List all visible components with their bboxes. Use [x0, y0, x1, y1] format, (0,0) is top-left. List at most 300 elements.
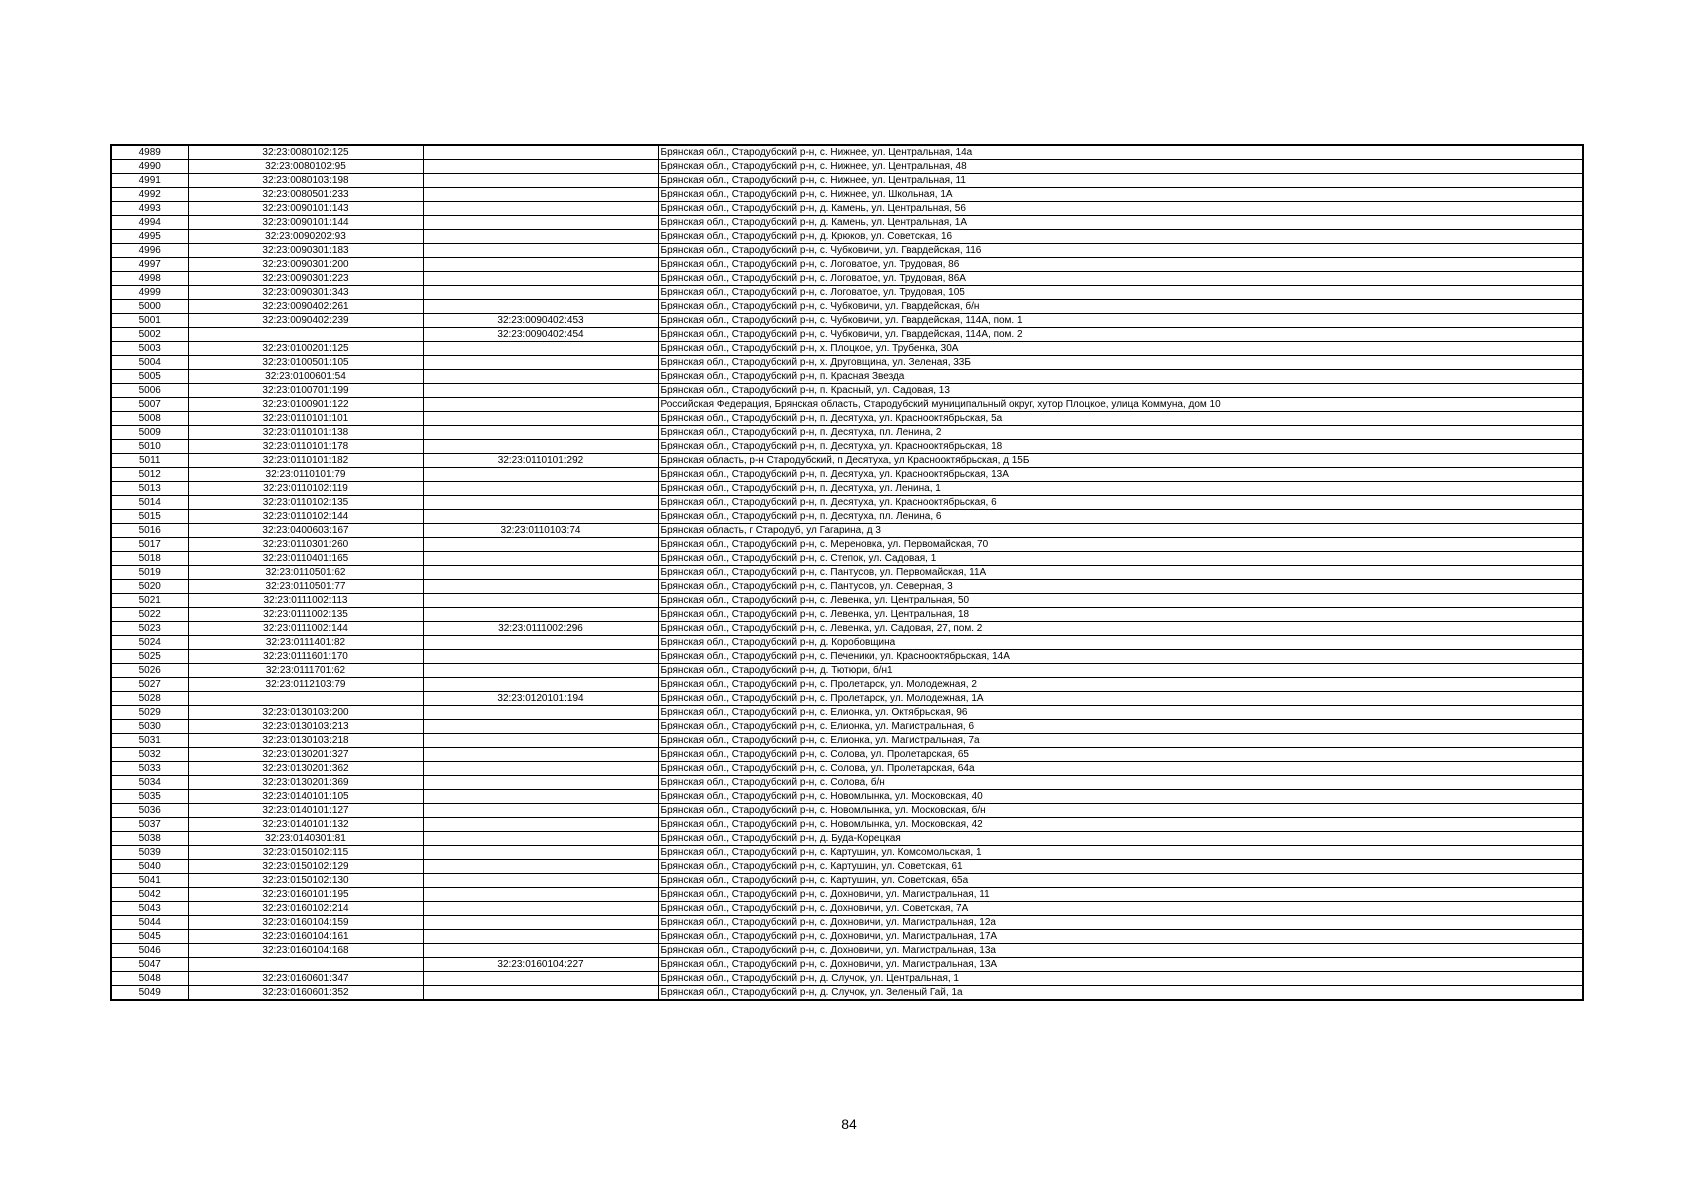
linked-cadastral-number-cell: 32:23:0090402:454 [423, 328, 658, 342]
table-row [111, 328, 1583, 342]
linked-cadastral-number-cell [423, 902, 658, 916]
row-number-cell: 5032 [111, 748, 188, 762]
row-number-cell: 5039 [111, 846, 188, 860]
row-number-cell: 4990 [111, 160, 188, 174]
address-cell: Брянская обл., Стародубский р-н, с. Новомлынка, ул. Московская, 40 [658, 790, 1583, 804]
linked-cadastral-number-cell [423, 566, 658, 580]
address-cell: Брянская обл., Стародубский р-н, с. Печеники, ул. Краснооктябрьская, 14А [658, 650, 1583, 664]
linked-cadastral-number-cell [423, 846, 658, 860]
table-row [111, 580, 1583, 594]
cadastral-number-cell: 32:23:0160104:159 [188, 916, 423, 930]
table-row [111, 342, 1583, 356]
table-row [111, 272, 1583, 286]
linked-cadastral-number-cell [423, 412, 658, 426]
address-cell: Брянская обл., Стародубский р-н, д. Крюков, ул. Советская, 16 [658, 230, 1583, 244]
row-number-cell: 5031 [111, 734, 188, 748]
row-number-cell: 5033 [111, 762, 188, 776]
table-row [111, 160, 1583, 174]
row-number-cell: 5005 [111, 370, 188, 384]
table-row [111, 202, 1583, 216]
table-row [111, 762, 1583, 776]
row-number-cell: 5010 [111, 440, 188, 454]
table-row [111, 468, 1583, 482]
cadastral-number-cell: 32:23:0110101:101 [188, 412, 423, 426]
row-number-cell: 5008 [111, 412, 188, 426]
cadastral-number-cell: 32:23:0160104:161 [188, 930, 423, 944]
linked-cadastral-number-cell [423, 510, 658, 524]
cadastral-number-cell: 32:23:0130201:369 [188, 776, 423, 790]
cadastral-number-cell: 32:23:0110102:144 [188, 510, 423, 524]
row-number-cell: 5042 [111, 888, 188, 902]
address-cell: Брянская обл., Стародубский р-н, х. Друговщина, ул. Зеленая, 33Б [658, 356, 1583, 370]
row-number-cell: 5014 [111, 496, 188, 510]
row-number-cell: 4995 [111, 230, 188, 244]
table-row [111, 622, 1583, 636]
address-cell: Брянская обл., Стародубский р-н, с. Левенка, ул. Центральная, 18 [658, 608, 1583, 622]
row-number-cell: 5007 [111, 398, 188, 412]
row-number-cell: 5011 [111, 454, 188, 468]
row-number-cell: 5000 [111, 300, 188, 314]
row-number-cell: 5040 [111, 860, 188, 874]
table-row [111, 692, 1583, 706]
table-row [111, 888, 1583, 902]
linked-cadastral-number-cell [423, 678, 658, 692]
address-cell: Брянская обл., Стародубский р-н, с. Нижнее, ул. Центральная, 48 [658, 160, 1583, 174]
address-cell: Брянская обл., Стародубский р-н, п. Десятуха, ул. Краснооктябрьская, 18 [658, 440, 1583, 454]
address-cell: Брянская обл., Стародубский р-н, с. Чубковичи, ул. Гвардейская, 114А, пом. 1 [658, 314, 1583, 328]
cadastral-number-cell: 32:23:0100901:122 [188, 398, 423, 412]
linked-cadastral-number-cell [423, 468, 658, 482]
row-number-cell: 5018 [111, 552, 188, 566]
table-row [111, 314, 1583, 328]
linked-cadastral-number-cell [423, 888, 658, 902]
row-number-cell: 5046 [111, 944, 188, 958]
address-cell: Брянская обл., Стародубский р-н, с. Мереновка, ул. Первомайская, 70 [658, 538, 1583, 552]
linked-cadastral-number-cell [423, 874, 658, 888]
row-number-cell: 5004 [111, 356, 188, 370]
table-row [111, 398, 1583, 412]
address-cell: Брянская обл., Стародубский р-н, п. Десятуха, пл. Ленина, 2 [658, 426, 1583, 440]
cadastral-number-cell: 32:23:0160101:195 [188, 888, 423, 902]
row-number-cell: 5003 [111, 342, 188, 356]
table-row [111, 776, 1583, 790]
table-row [111, 650, 1583, 664]
cadastral-number-cell: 32:23:0112103:79 [188, 678, 423, 692]
linked-cadastral-number-cell: 32:23:0120101:194 [423, 692, 658, 706]
cadastral-number-cell: 32:23:0111002:113 [188, 594, 423, 608]
cadastral-number-cell: 32:23:0090301:223 [188, 272, 423, 286]
row-number-cell: 5047 [111, 958, 188, 972]
row-number-cell: 4997 [111, 258, 188, 272]
row-number-cell: 5030 [111, 720, 188, 734]
row-number-cell: 4998 [111, 272, 188, 286]
objects-table [110, 144, 1584, 1001]
cadastral-number-cell: 32:23:0160601:352 [188, 986, 423, 1001]
cadastral-number-cell: 32:23:0111601:170 [188, 650, 423, 664]
cadastral-number-cell: 32:23:0130201:327 [188, 748, 423, 762]
row-number-cell: 5034 [111, 776, 188, 790]
address-cell: Брянская обл., Стародубский р-н, с. Логоватое, ул. Трудовая, 105 [658, 286, 1583, 300]
table-row [111, 482, 1583, 496]
row-number-cell: 5022 [111, 608, 188, 622]
linked-cadastral-number-cell: 32:23:0111002:296 [423, 622, 658, 636]
table-row [111, 860, 1583, 874]
table-row [111, 706, 1583, 720]
row-number-cell: 5015 [111, 510, 188, 524]
linked-cadastral-number-cell [423, 706, 658, 720]
address-cell: Брянская обл., Стародубский р-н, с. Чубковичи, ул. Гвардейская, 116 [658, 244, 1583, 258]
cadastral-number-cell: 32:23:0090301:183 [188, 244, 423, 258]
cadastral-number-cell: 32:23:0100601:54 [188, 370, 423, 384]
row-number-cell: 5027 [111, 678, 188, 692]
linked-cadastral-number-cell [423, 790, 658, 804]
row-number-cell: 5019 [111, 566, 188, 580]
cadastral-number-cell: 32:23:0090301:200 [188, 258, 423, 272]
linked-cadastral-number-cell [423, 860, 658, 874]
cadastral-number-cell: 32:23:0090301:343 [188, 286, 423, 300]
cadastral-number-cell: 32:23:0110102:119 [188, 482, 423, 496]
linked-cadastral-number-cell [423, 930, 658, 944]
address-cell: Брянская обл., Стародубский р-н, с. Степок, ул. Садовая, 1 [658, 552, 1583, 566]
page-number: 84 [841, 1116, 857, 1132]
row-number-cell: 5012 [111, 468, 188, 482]
table-row [111, 874, 1583, 888]
linked-cadastral-number-cell [423, 160, 658, 174]
address-cell: Брянская обл., Стародубский р-н, п. Десятуха, ул. Краснооктябрьская, 5а [658, 412, 1583, 426]
cadastral-number-cell: 32:23:0140301:81 [188, 832, 423, 846]
table-row [111, 902, 1583, 916]
linked-cadastral-number-cell [423, 608, 658, 622]
linked-cadastral-number-cell [423, 664, 658, 678]
address-cell: Брянская обл., Стародубский р-н, с. Чубковичи, ул. Гвардейская, 114А, пом. 2 [658, 328, 1583, 342]
cadastral-number-cell: 32:23:0110401:165 [188, 552, 423, 566]
row-number-cell: 4991 [111, 174, 188, 188]
address-cell: Брянская обл., Стародубский р-н, с. Солова, ул. Пролетарская, 65 [658, 748, 1583, 762]
table-row [111, 972, 1583, 986]
row-number-cell: 5013 [111, 482, 188, 496]
address-cell: Брянская обл., Стародубский р-н, д. Тютюри, б/н1 [658, 664, 1583, 678]
linked-cadastral-number-cell [423, 216, 658, 230]
cadastral-number-cell: 32:23:0130103:200 [188, 706, 423, 720]
cadastral-number-cell: 32:23:0111002:144 [188, 622, 423, 636]
linked-cadastral-number-cell [423, 202, 658, 216]
address-cell: Брянская обл., Стародубский р-н, с. Солова, ул. Пролетарская, 64а [658, 762, 1583, 776]
linked-cadastral-number-cell [423, 384, 658, 398]
address-cell: Брянская обл., Стародубский р-н, с. Нижнее, ул. Центральная, 11 [658, 174, 1583, 188]
row-number-cell: 5020 [111, 580, 188, 594]
address-cell: Брянская обл., Стародубский р-н, с. Логоватое, ул. Трудовая, 86 [658, 258, 1583, 272]
row-number-cell: 5016 [111, 524, 188, 538]
address-cell: Брянская обл., Стародубский р-н, с. Левенка, ул. Садовая, 27, пом. 2 [658, 622, 1583, 636]
address-cell: Брянская обл., Стародубский р-н, д. Случок, ул. Центральная, 1 [658, 972, 1583, 986]
address-cell: Брянская обл., Стародубский р-н, д. Буда-Корецкая [658, 832, 1583, 846]
linked-cadastral-number-cell [423, 440, 658, 454]
table-row [111, 538, 1583, 552]
table-row [111, 748, 1583, 762]
cadastral-number-cell: 32:23:0080102:125 [188, 145, 423, 160]
row-number-cell: 5038 [111, 832, 188, 846]
address-cell: Брянская обл., Стародубский р-н, д. Камень, ул. Центральная, 1А [658, 216, 1583, 230]
linked-cadastral-number-cell [423, 356, 658, 370]
address-cell: Российская Федерация, Брянская область, Стародубский муниципальный округ, хутор Плоцкое, улица Коммуна, дом 10 [658, 398, 1583, 412]
linked-cadastral-number-cell [423, 650, 658, 664]
table-row [111, 356, 1583, 370]
cadastral-number-cell: 32:23:0111701:62 [188, 664, 423, 678]
address-cell: Брянская обл., Стародубский р-н, п. Десятуха, пл. Ленина, 6 [658, 510, 1583, 524]
linked-cadastral-number-cell [423, 230, 658, 244]
cadastral-number-cell: 32:23:0100201:125 [188, 342, 423, 356]
linked-cadastral-number-cell [423, 720, 658, 734]
address-cell: Брянская область, р-н Стародубский, п Десятуха, ул Краснооктябрьская, д 15Б [658, 454, 1583, 468]
linked-cadastral-number-cell [423, 244, 658, 258]
cadastral-number-cell: 32:23:0130103:218 [188, 734, 423, 748]
table-row [111, 230, 1583, 244]
row-number-cell: 5041 [111, 874, 188, 888]
row-number-cell: 4994 [111, 216, 188, 230]
linked-cadastral-number-cell [423, 342, 658, 356]
cadastral-number-cell: 32:23:0110101:178 [188, 440, 423, 454]
linked-cadastral-number-cell [423, 972, 658, 986]
cadastral-number-cell: 32:23:0160104:168 [188, 944, 423, 958]
cadastral-number-cell: 32:23:0140101:105 [188, 790, 423, 804]
address-cell: Брянская обл., Стародубский р-н, п. Десятуха, ул. Ленина, 1 [658, 482, 1583, 496]
cadastral-number-cell: 32:23:0140101:132 [188, 818, 423, 832]
address-cell: Брянская обл., Стародубский р-н, с. Новомлынка, ул. Московская, б/н [658, 804, 1583, 818]
address-cell: Брянская обл., Стародубский р-н, х. Плоцкое, ул. Трубенка, 30А [658, 342, 1583, 356]
address-cell: Брянская обл., Стародубский р-н, п. Десятуха, ул. Краснооктябрьская, 6 [658, 496, 1583, 510]
table-row [111, 832, 1583, 846]
table-row [111, 930, 1583, 944]
table-row [111, 566, 1583, 580]
cadastral-number-cell [188, 692, 423, 706]
row-number-cell: 5026 [111, 664, 188, 678]
cadastral-number-cell: 32:23:0090101:143 [188, 202, 423, 216]
table-row [111, 286, 1583, 300]
row-number-cell: 5017 [111, 538, 188, 552]
table-row [111, 846, 1583, 860]
linked-cadastral-number-cell [423, 538, 658, 552]
table-row [111, 944, 1583, 958]
table-row [111, 804, 1583, 818]
table-row [111, 524, 1583, 538]
cadastral-number-cell: 32:23:0080102:95 [188, 160, 423, 174]
address-cell: Брянская обл., Стародубский р-н, с. Пролетарск, ул. Молодежная, 1А [658, 692, 1583, 706]
linked-cadastral-number-cell [423, 398, 658, 412]
address-cell: Брянская обл., Стародубский р-н, с. Дохновичи, ул. Магистральная, 13а [658, 944, 1583, 958]
linked-cadastral-number-cell [423, 762, 658, 776]
row-number-cell: 5024 [111, 636, 188, 650]
linked-cadastral-number-cell [423, 594, 658, 608]
cadastral-number-cell: 32:23:0080501:233 [188, 188, 423, 202]
cadastral-number-cell: 32:23:0160601:347 [188, 972, 423, 986]
linked-cadastral-number-cell [423, 552, 658, 566]
linked-cadastral-number-cell [423, 496, 658, 510]
cadastral-number-cell: 32:23:0110301:260 [188, 538, 423, 552]
row-number-cell: 5021 [111, 594, 188, 608]
cadastral-number-cell: 32:23:0111401:82 [188, 636, 423, 650]
address-cell: Брянская обл., Стародубский р-н, с. Солова, б/н [658, 776, 1583, 790]
address-cell: Брянская обл., Стародубский р-н, с. Дохновичи, ул. Магистральная, 13А [658, 958, 1583, 972]
table-row [111, 552, 1583, 566]
linked-cadastral-number-cell: 32:23:0110103:74 [423, 524, 658, 538]
table-row [111, 412, 1583, 426]
cadastral-number-cell: 32:23:0090402:261 [188, 300, 423, 314]
row-number-cell: 5002 [111, 328, 188, 342]
linked-cadastral-number-cell [423, 300, 658, 314]
row-number-cell: 5037 [111, 818, 188, 832]
address-cell: Брянская обл., Стародубский р-н, с. Нижнее, ул. Центральная, 14а [658, 145, 1583, 160]
table-row [111, 300, 1583, 314]
table-row [111, 145, 1583, 160]
address-cell: Брянская обл., Стародубский р-н, с. Новомлынка, ул. Московская, 42 [658, 818, 1583, 832]
linked-cadastral-number-cell [423, 832, 658, 846]
table-row [111, 174, 1583, 188]
table-row [111, 636, 1583, 650]
cadastral-number-cell: 32:23:0110101:138 [188, 426, 423, 440]
table-row [111, 188, 1583, 202]
linked-cadastral-number-cell [423, 916, 658, 930]
row-number-cell: 5006 [111, 384, 188, 398]
cadastral-number-cell: 32:23:0110501:62 [188, 566, 423, 580]
address-cell: Брянская обл., Стародубский р-н, д. Коробовщина [658, 636, 1583, 650]
address-cell: Брянская обл., Стародубский р-н, с. Дохновичи, ул. Магистральная, 17А [658, 930, 1583, 944]
row-number-cell: 5035 [111, 790, 188, 804]
cadastral-number-cell: 32:23:0130201:362 [188, 762, 423, 776]
address-cell: Брянская обл., Стародубский р-н, с. Картушин, ул. Советская, 61 [658, 860, 1583, 874]
cadastral-number-cell [188, 958, 423, 972]
table-row [111, 790, 1583, 804]
linked-cadastral-number-cell [423, 776, 658, 790]
linked-cadastral-number-cell [423, 804, 658, 818]
table-row [111, 370, 1583, 384]
address-cell: Брянская область, г Стародуб, ул Гагарина, д 3 [658, 524, 1583, 538]
row-number-cell: 5044 [111, 916, 188, 930]
cadastral-number-cell: 32:23:0160102:214 [188, 902, 423, 916]
address-cell: Брянская обл., Стародубский р-н, с. Чубковичи, ул. Гвардейская, б/н [658, 300, 1583, 314]
linked-cadastral-number-cell [423, 426, 658, 440]
cadastral-number-cell [188, 328, 423, 342]
cadastral-number-cell: 32:23:0150102:115 [188, 846, 423, 860]
address-cell: Брянская обл., Стародубский р-н, с. Картушин, ул. Комсомольская, 1 [658, 846, 1583, 860]
address-cell: Брянская обл., Стародубский р-н, с. Нижнее, ул. Школьная, 1А [658, 188, 1583, 202]
linked-cadastral-number-cell [423, 174, 658, 188]
linked-cadastral-number-cell [423, 636, 658, 650]
linked-cadastral-number-cell [423, 580, 658, 594]
cadastral-number-cell: 32:23:0110501:77 [188, 580, 423, 594]
table-row [111, 510, 1583, 524]
row-number-cell: 5001 [111, 314, 188, 328]
table-row [111, 986, 1583, 1001]
address-cell: Брянская обл., Стародубский р-н, д. Случок, ул. Зеленый Гай, 1а [658, 986, 1583, 1001]
cadastral-number-cell: 32:23:0111002:135 [188, 608, 423, 622]
table-row [111, 440, 1583, 454]
linked-cadastral-number-cell [423, 986, 658, 1001]
linked-cadastral-number-cell [423, 258, 658, 272]
table-row [111, 496, 1583, 510]
cadastral-number-cell: 32:23:0150102:129 [188, 860, 423, 874]
row-number-cell: 5043 [111, 902, 188, 916]
address-cell: Брянская обл., Стародубский р-н, с. Дохновичи, ул. Магистральная, 12а [658, 916, 1583, 930]
cadastral-number-cell: 32:23:0100701:199 [188, 384, 423, 398]
table-row [111, 678, 1583, 692]
address-cell: Брянская обл., Стародубский р-н, д. Камень, ул. Центральная, 56 [658, 202, 1583, 216]
row-number-cell: 4989 [111, 145, 188, 160]
table-row [111, 664, 1583, 678]
row-number-cell: 5048 [111, 972, 188, 986]
row-number-cell: 4996 [111, 244, 188, 258]
row-number-cell: 5023 [111, 622, 188, 636]
table-row [111, 818, 1583, 832]
cadastral-number-cell: 32:23:0090101:144 [188, 216, 423, 230]
row-number-cell: 5009 [111, 426, 188, 440]
address-cell: Брянская обл., Стародубский р-н, с. Пантусов, ул. Северная, 3 [658, 580, 1583, 594]
cadastral-number-cell: 32:23:0110102:135 [188, 496, 423, 510]
row-number-cell: 5029 [111, 706, 188, 720]
linked-cadastral-number-cell [423, 145, 658, 160]
linked-cadastral-number-cell: 32:23:0090402:453 [423, 314, 658, 328]
table-row [111, 958, 1583, 972]
table-row [111, 916, 1583, 930]
row-number-cell: 4993 [111, 202, 188, 216]
linked-cadastral-number-cell [423, 818, 658, 832]
row-number-cell: 4999 [111, 286, 188, 300]
cadastral-number-cell: 32:23:0150102:130 [188, 874, 423, 888]
row-number-cell: 5049 [111, 986, 188, 1001]
linked-cadastral-number-cell [423, 272, 658, 286]
row-number-cell: 5045 [111, 930, 188, 944]
row-number-cell: 5025 [111, 650, 188, 664]
address-cell: Брянская обл., Стародубский р-н, п. Красная Звезда [658, 370, 1583, 384]
cadastral-number-cell: 32:23:0080103:198 [188, 174, 423, 188]
linked-cadastral-number-cell: 32:23:0160104:227 [423, 958, 658, 972]
row-number-cell: 5036 [111, 804, 188, 818]
address-cell: Брянская обл., Стародубский р-н, с. Картушин, ул. Советская, 65а [658, 874, 1583, 888]
linked-cadastral-number-cell [423, 734, 658, 748]
cadastral-number-cell: 32:23:0130103:213 [188, 720, 423, 734]
cadastral-number-cell: 32:23:0090202:93 [188, 230, 423, 244]
linked-cadastral-number-cell [423, 944, 658, 958]
table-row [111, 426, 1583, 440]
table-row [111, 258, 1583, 272]
address-cell: Брянская обл., Стародубский р-н, с. Левенка, ул. Центральная, 50 [658, 594, 1583, 608]
cadastral-number-cell: 32:23:0110101:79 [188, 468, 423, 482]
cadastral-number-cell: 32:23:0140101:127 [188, 804, 423, 818]
table-row [111, 244, 1583, 258]
address-cell: Брянская обл., Стародубский р-н, с. Пролетарск, ул. Молодежная, 2 [658, 678, 1583, 692]
table-row [111, 454, 1583, 468]
address-cell: Брянская обл., Стародубский р-н, с. Логоватое, ул. Трудовая, 86А [658, 272, 1583, 286]
table-row [111, 594, 1583, 608]
address-cell: Брянская обл., Стародубский р-н, с. Пантусов, ул. Первомайская, 11А [658, 566, 1583, 580]
linked-cadastral-number-cell [423, 482, 658, 496]
row-number-cell: 5028 [111, 692, 188, 706]
linked-cadastral-number-cell [423, 370, 658, 384]
table-row [111, 384, 1583, 398]
address-cell: Брянская обл., Стародубский р-н, п. Красный, ул. Садовая, 13 [658, 384, 1583, 398]
table-row [111, 608, 1583, 622]
address-cell: Брянская обл., Стародубский р-н, с. Дохновичи, ул. Магистральная, 11 [658, 888, 1583, 902]
table-row [111, 720, 1583, 734]
cadastral-number-cell: 32:23:0110101:182 [188, 454, 423, 468]
address-cell: Брянская обл., Стародубский р-н, п. Десятуха, ул. Краснооктябрьская, 13А [658, 468, 1583, 482]
cadastral-number-cell: 32:23:0090402:239 [188, 314, 423, 328]
address-cell: Брянская обл., Стародубский р-н, с. Елионка, ул. Октябрьская, 96 [658, 706, 1583, 720]
cadastral-number-cell: 32:23:0100501:105 [188, 356, 423, 370]
linked-cadastral-number-cell [423, 188, 658, 202]
table-row [111, 734, 1583, 748]
linked-cadastral-number-cell: 32:23:0110101:292 [423, 454, 658, 468]
address-cell: Брянская обл., Стародубский р-н, с. Елионка, ул. Магистральная, 6 [658, 720, 1583, 734]
